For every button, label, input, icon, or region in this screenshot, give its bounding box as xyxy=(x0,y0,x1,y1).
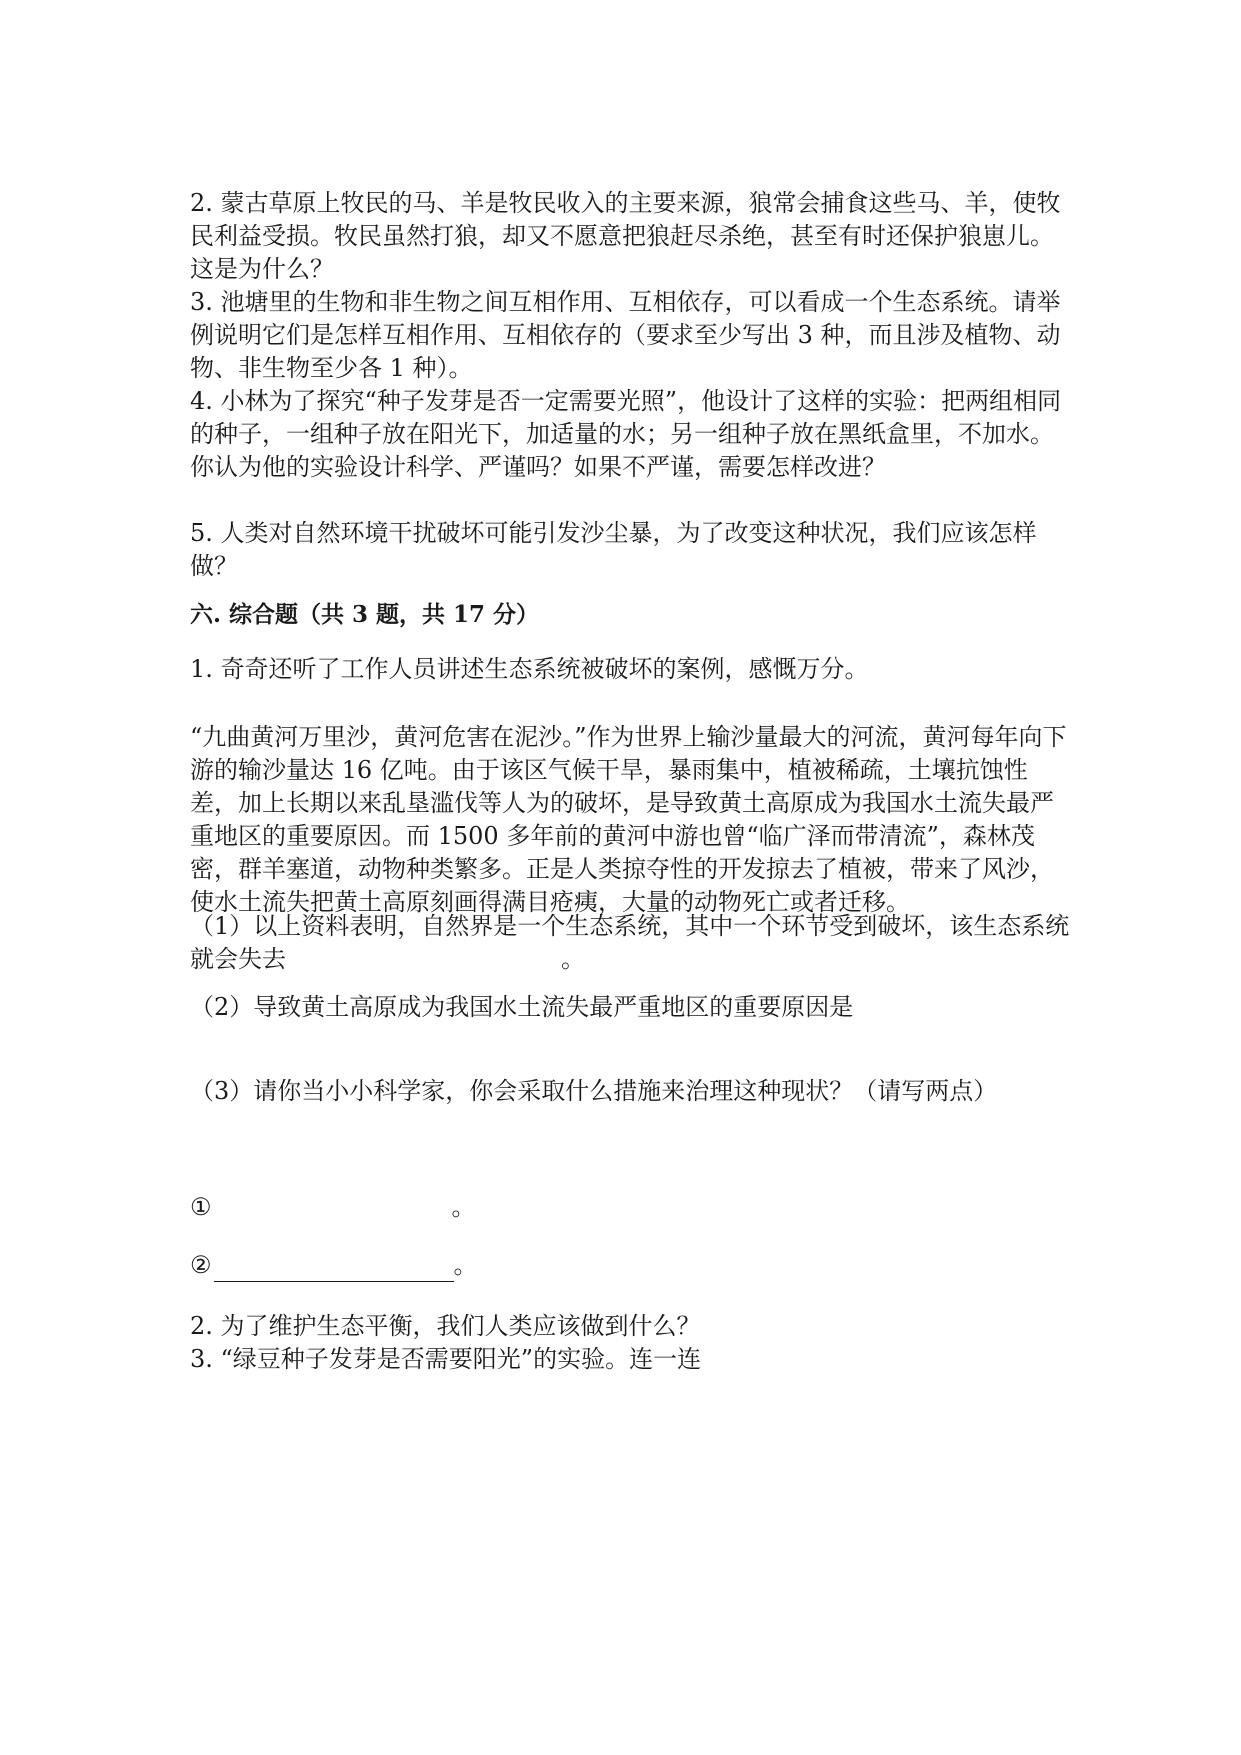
answer-2-marker: ② xyxy=(190,1251,212,1279)
question-5-2: 2. 蒙古草原上牧民的马、羊是牧民收入的主要来源，狼常会捕食这些马、羊，使牧民利益受损。牧民虽然打狼，却又不愿意把狼赶尽杀绝，甚至有时还保护狼崽儿。这是为什么？ xyxy=(190,189,1061,283)
question-5-4: 4. 小林为了探究“种子发芽是否一定需要光照”，他设计了这样的实验：把两组相同的种子，一组种子放在阳光下，加适量的水；另一组种子放在黑纸盒里，不加水。你认为他的实验设计科学、严谨吗？如果不严谨，需要怎样改进？ xyxy=(190,387,1062,481)
answer-1-marker: ① xyxy=(190,1193,212,1221)
sub1-end: 。 xyxy=(561,945,585,973)
question-6-3: 3. “绿豆种子发芽是否需要阳光”的实验。连一连 xyxy=(190,1345,702,1373)
sub1-answer-blank[interactable] xyxy=(286,943,561,967)
question-6-1-passage: “九曲黄河万里沙，黄河危害在泥沙。”作为世界上输沙量最大的河流，黄河每年向下游的输沙量达 16 亿吨。由于该区气候干旱，暴雨集中，植被稀疏，土壤抗蚀性差，加上长期以来乱垦滥伐等人为的破坏，是导致黄土高原成为我国水土流失最严重地区的重要原因。而 1500 多年前的黄河中游也曾“临广泽而带清流”，森林茂密，群羊塞道，动物种类繁多。正是人类掠夺性的开发掠去了植被，带来了风沙，使水土流失把黄土高原刻画得满目疮痍，大量的动物死亡或者迁移。 xyxy=(190,723,1067,916)
question-6-1-sub1 xyxy=(190,910,1070,976)
question-6-1-sub2: （2）导致黄土高原成为我国水土流失最严重地区的重要原因是 xyxy=(190,993,854,1021)
answer-1-end: 。 xyxy=(451,1193,476,1221)
question-5-5: 5. 人类对自然环境干扰破坏可能引发沙尘暴，为了改变这种状况，我们应该怎样做？ xyxy=(190,519,1037,580)
question-6-1-intro: 1. 奇奇还听了工作人员讲述生态系统被破坏的案例，感慨万分。 xyxy=(190,655,869,683)
document-page xyxy=(190,0,1070,1755)
question-6-1-sub3: （3）请你当小小科学家，你会采取什么措施来治理这种现状？（请写两点） xyxy=(190,1077,998,1105)
answer-line-2 xyxy=(190,1249,1070,1282)
answer-line-1 xyxy=(190,1191,1070,1224)
question-5-3: 3. 池塘里的生物和非生物之间互相作用、互相依存，可以看成一个生态系统。请举例说明它们是怎样互相作用、互相依存的（要求至少写出 3 种，而且涉及植物、动物、非生物至少各 1 种）。 xyxy=(190,288,1061,382)
sub1-text: （1）以上资料表明，自然界是一个生态系统，其中一个环节受到破坏，该生态系统就会失去 xyxy=(190,912,1070,973)
answer-1-blank[interactable] xyxy=(212,1191,452,1215)
question-6-2: 2. 为了维护生态平衡，我们人类应该做到什么？ xyxy=(190,1312,701,1340)
answer-2-blank[interactable] xyxy=(214,1257,454,1282)
section-6-heading: 六. 综合题（共 3 题，共 17 分） xyxy=(190,601,540,628)
answer-2-end: 。 xyxy=(453,1251,478,1279)
